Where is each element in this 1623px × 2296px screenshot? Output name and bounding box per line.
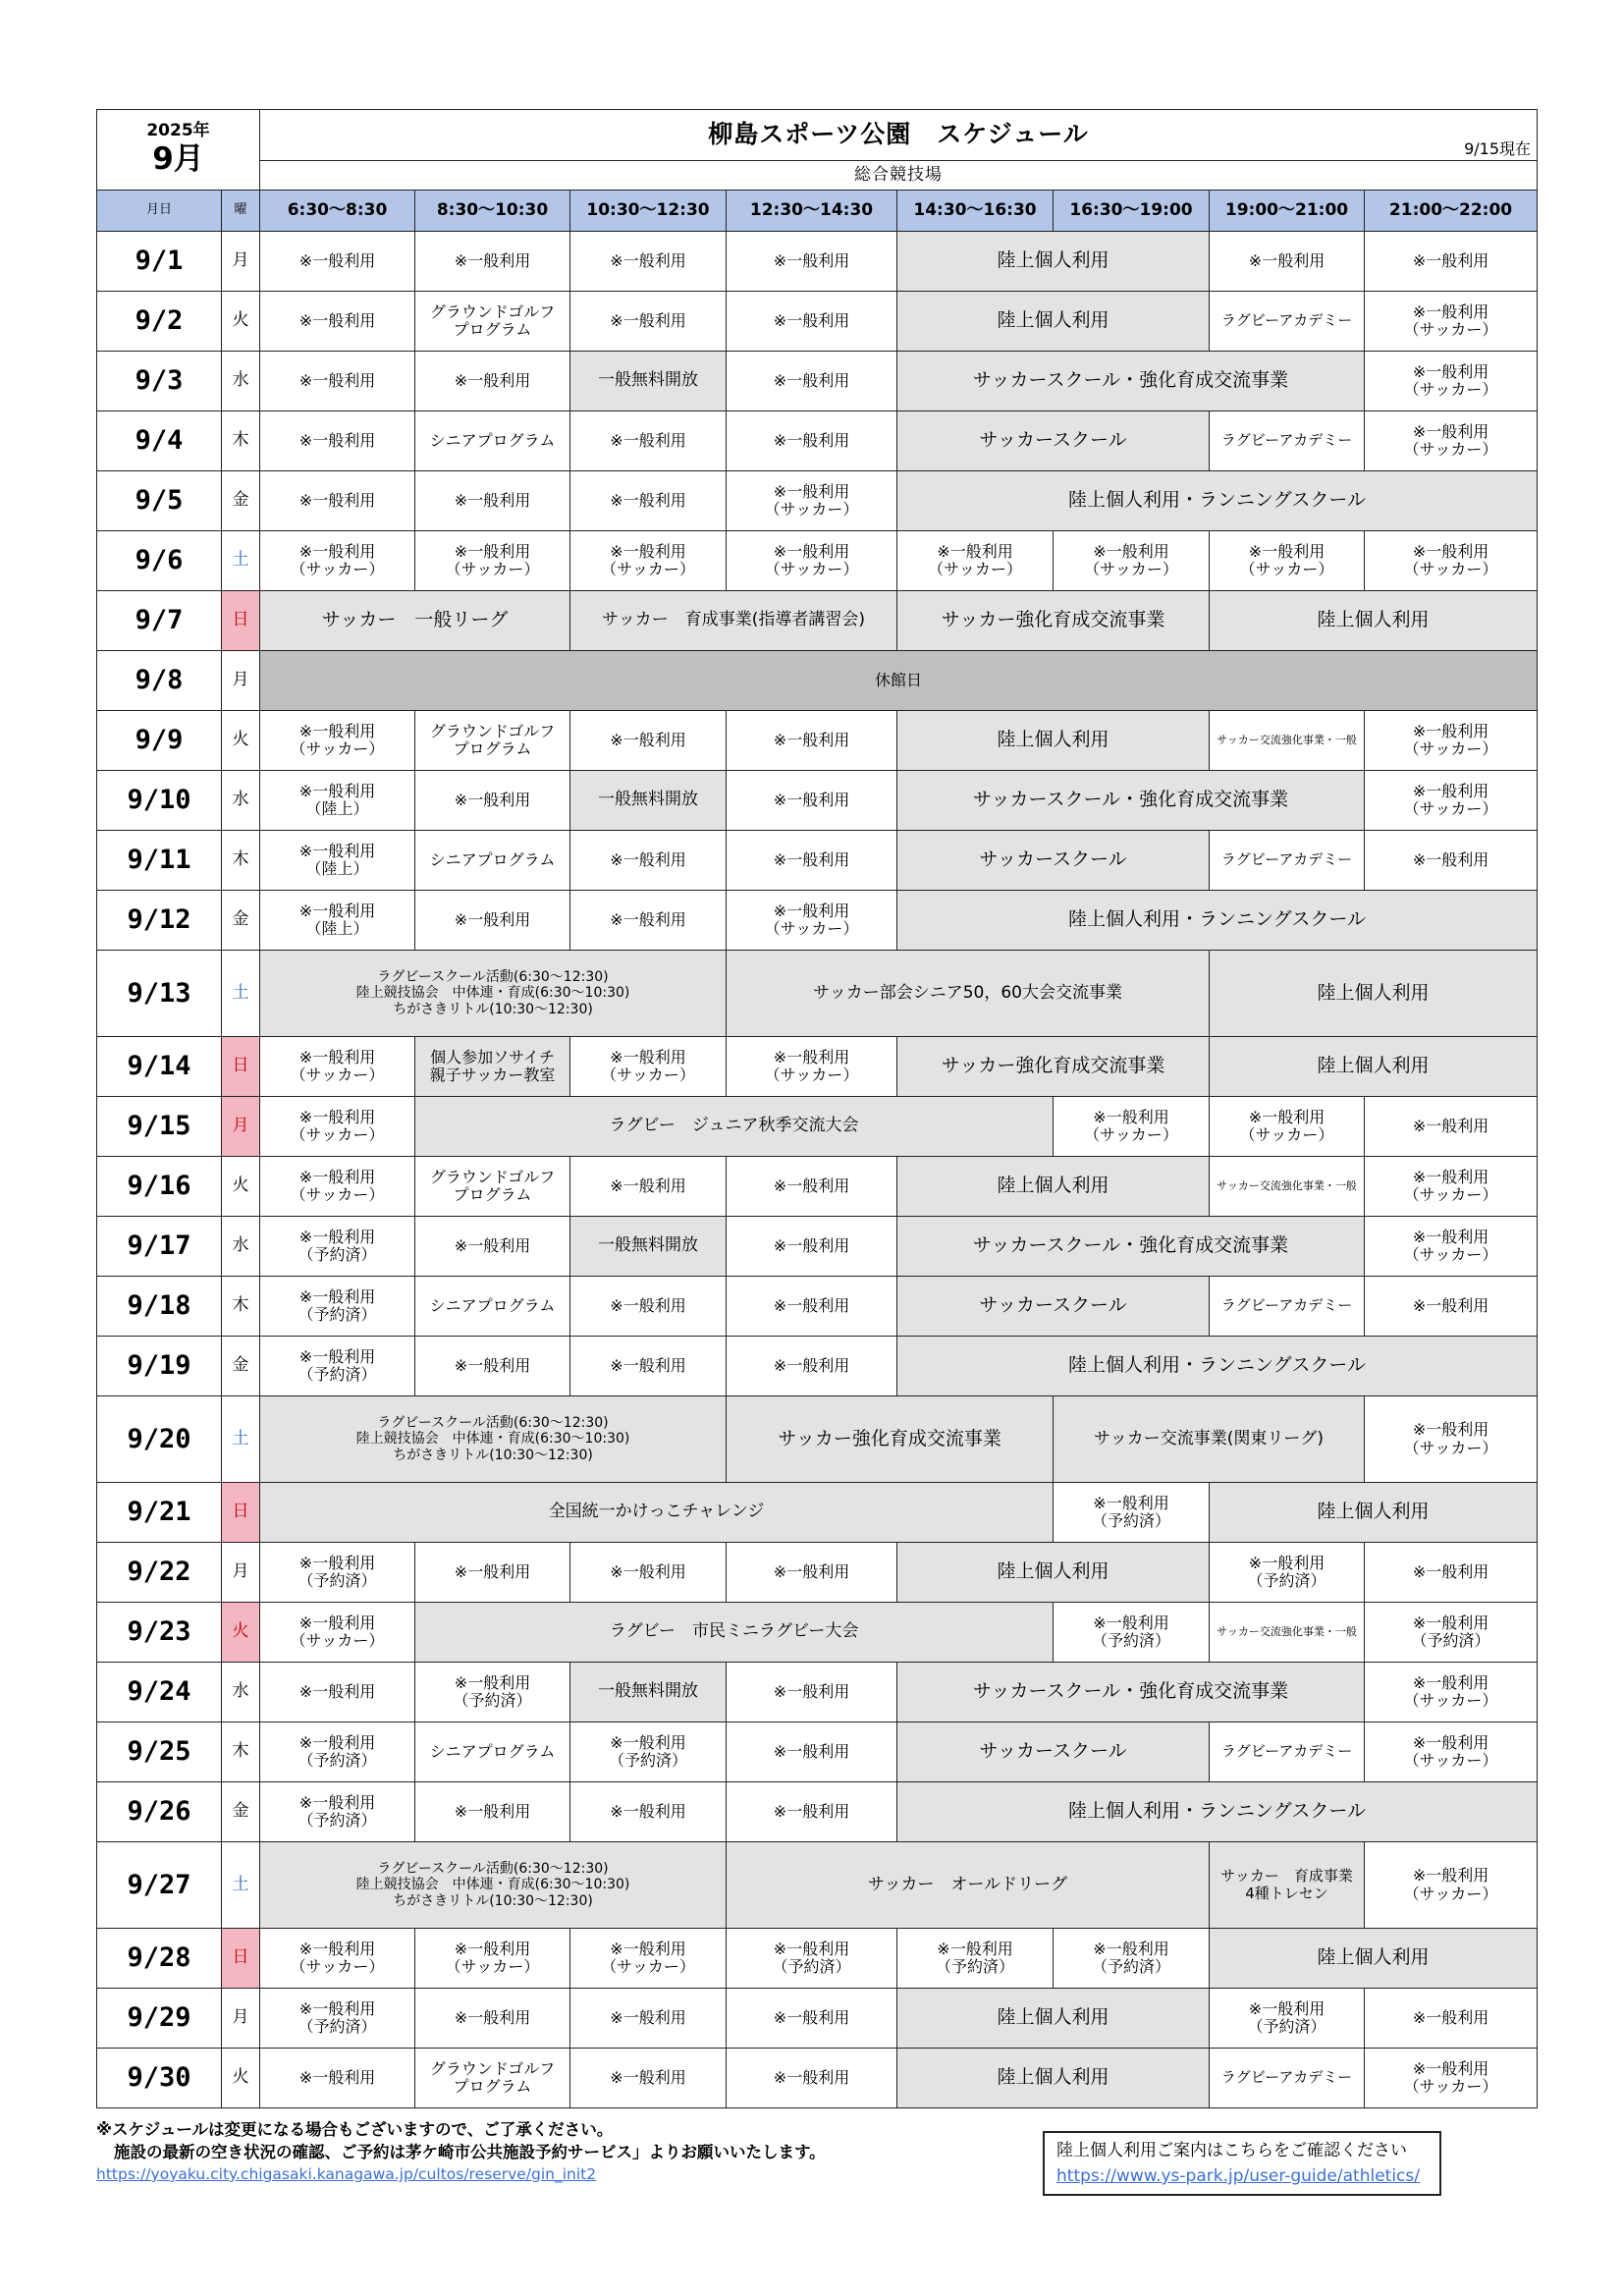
schedule-cell: ※一般利用 — [570, 471, 727, 531]
schedule-cell: ※一般利用 （予約済） — [260, 1543, 415, 1603]
schedule-cell: サッカースクール — [897, 831, 1210, 891]
schedule-cell: シニアプログラム — [415, 1722, 570, 1782]
athletics-info-link[interactable]: https://www.ys-park.jp/user-guide/athletics/ — [1056, 2166, 1420, 2186]
schedule-row — [97, 591, 1538, 651]
row-day-of-week: 火 — [222, 292, 260, 352]
schedule-cell: ※一般利用 （サッカー） — [727, 891, 897, 951]
row-day-of-week: 日 — [222, 1929, 260, 1989]
schedule-cell: ※一般利用 （予約済） — [260, 1217, 415, 1277]
schedule-row — [97, 1483, 1538, 1543]
schedule-cell: ラグビーアカデミー — [1210, 292, 1365, 352]
schedule-cell: サッカー交流強化事業・一般 — [1210, 1157, 1365, 1217]
schedule-cell: ※一般利用 — [415, 471, 570, 531]
row-date: 9/5 — [97, 471, 222, 531]
schedule-cell: ※一般利用 — [570, 292, 727, 352]
schedule-cell: ※一般利用 （サッカー） — [727, 471, 897, 531]
schedule-cell: ※一般利用 （サッカー） — [1210, 1097, 1365, 1157]
schedule-cell: ※一般利用 （サッカー） — [1054, 531, 1210, 591]
schedule-cell: ※一般利用 （予約済） — [260, 1337, 415, 1396]
schedule-cell: サッカー 育成事業(指導者講習会) — [570, 591, 897, 651]
row-day-of-week: 木 — [222, 831, 260, 891]
schedule-row — [97, 651, 1538, 711]
schedule-cell: ※一般利用 — [570, 2049, 727, 2108]
schedule-cell: ※一般利用 — [727, 1722, 897, 1782]
schedule-cell: ※一般利用 — [260, 1663, 415, 1722]
schedule-cell: ※一般利用 — [727, 1277, 897, 1337]
schedule-cell: ラグビー ジュニア秋季交流大会 — [415, 1097, 1054, 1157]
row-day-of-week: 木 — [222, 1722, 260, 1782]
schedule-table — [96, 109, 1538, 2108]
schedule-row — [97, 711, 1538, 771]
schedule-cell: ※一般利用 （サッカー） — [1365, 1663, 1538, 1722]
schedule-cell: グラウンドゴルフ プログラム — [415, 1157, 570, 1217]
schedule-cell: ※一般利用 — [727, 771, 897, 831]
slot-header: 10:30～12:30 — [570, 191, 727, 232]
schedule-cell: 一般無料開放 — [570, 1663, 727, 1722]
schedule-cell: ※一般利用 （サッカー） — [727, 531, 897, 591]
row-day-of-week: 日 — [222, 1037, 260, 1097]
schedule-cell: ※一般利用 — [727, 1543, 897, 1603]
schedule-cell: ※一般利用 — [570, 1277, 727, 1337]
schedule-cell: サッカー オールドリーグ — [727, 1842, 1210, 1929]
schedule-cell: ※一般利用 — [415, 232, 570, 292]
schedule-cell: ※一般利用 — [727, 2049, 897, 2108]
row-day-of-week: 水 — [222, 1663, 260, 1722]
row-date: 9/7 — [97, 591, 222, 651]
schedule-cell: 陸上個人利用 — [897, 232, 1210, 292]
schedule-row — [97, 411, 1538, 471]
schedule-cell: 全国統一かけっこチャレンジ — [260, 1483, 1054, 1543]
schedule-cell: ※一般利用 — [727, 1989, 897, 2049]
athletics-info-text: 陸上個人利用ご案内はこちらをご確認ください — [1056, 2141, 1407, 2160]
schedule-cell: ※一般利用 — [727, 1663, 897, 1722]
schedule-cell: 陸上個人利用・ランニングスクール — [897, 891, 1538, 951]
schedule-cell: ※一般利用 （サッカー） — [260, 1037, 415, 1097]
schedule-cell: ※一般利用 （サッカー） — [1365, 531, 1538, 591]
row-day-of-week: 木 — [222, 411, 260, 471]
row-date: 9/4 — [97, 411, 222, 471]
schedule-cell: サッカースクール・強化育成交流事業 — [897, 352, 1365, 411]
schedule-cell: ラグビーアカデミー — [1210, 1722, 1365, 1782]
schedule-cell: ※一般利用 （予約済） — [260, 1989, 415, 2049]
year-month-cell — [97, 110, 260, 191]
schedule-cell: ※一般利用 （予約済） — [415, 1663, 570, 1722]
schedule-cell: ※一般利用 （サッカー） — [260, 1157, 415, 1217]
schedule-cell: ※一般利用 — [727, 292, 897, 352]
column-header-row — [97, 191, 1538, 232]
schedule-cell: ※一般利用 — [570, 831, 727, 891]
schedule-cell: ※一般利用 — [570, 1543, 727, 1603]
schedule-cell: ※一般利用 — [727, 411, 897, 471]
schedule-cell: ※一般利用 — [260, 292, 415, 352]
schedule-cell: ※一般利用 （予約済） — [1054, 1483, 1210, 1543]
row-day-of-week: 月 — [222, 1989, 260, 2049]
schedule-cell: サッカー強化育成交流事業 — [727, 1396, 1054, 1483]
row-day-of-week: 火 — [222, 711, 260, 771]
schedule-row — [97, 1396, 1538, 1483]
schedule-cell: ※一般利用 （サッカー） — [260, 1097, 415, 1157]
schedule-cell: ※一般利用 — [727, 232, 897, 292]
schedule-cell: 陸上個人利用 — [1210, 1037, 1538, 1097]
change-notice: ※スケジュールは変更になる場合もございますので、ご了承ください。 — [96, 2120, 614, 2139]
schedule-cell: ※一般利用 （サッカー） — [415, 1929, 570, 1989]
schedule-row — [97, 352, 1538, 411]
row-date: 9/28 — [97, 1929, 222, 1989]
schedule-cell: ※一般利用 — [727, 711, 897, 771]
schedule-cell: ※一般利用 — [260, 352, 415, 411]
schedule-cell: サッカースクール — [897, 411, 1210, 471]
schedule-cell: サッカースクール — [897, 1722, 1210, 1782]
schedule-cell: ※一般利用 （サッカー） — [260, 1929, 415, 1989]
row-date: 9/25 — [97, 1722, 222, 1782]
schedule-row — [97, 1842, 1538, 1929]
schedule-cell: ※一般利用 （サッカー） — [1365, 1396, 1538, 1483]
schedule-cell: 個人参加ソサイチ 親子サッカー教室 — [415, 1037, 570, 1097]
schedule-cell: グラウンドゴルフ プログラム — [415, 292, 570, 352]
schedule-cell: ※一般利用 （サッカー） — [1365, 711, 1538, 771]
schedule-cell: 陸上個人利用・ランニングスクール — [897, 471, 1538, 531]
schedule-cell: ラグビー 市民ミニラグビー大会 — [415, 1603, 1054, 1663]
schedule-cell: ※一般利用 （サッカー） — [727, 1037, 897, 1097]
row-date: 9/3 — [97, 352, 222, 411]
schedule-row — [97, 471, 1538, 531]
row-day-of-week: 金 — [222, 891, 260, 951]
schedule-cell: ※一般利用 — [570, 1782, 727, 1842]
schedule-row — [97, 292, 1538, 352]
row-date: 9/6 — [97, 531, 222, 591]
schedule-cell: ※一般利用 （予約済） — [570, 1722, 727, 1782]
schedule-cell: サッカー交流強化事業・一般 — [1210, 711, 1365, 771]
slot-header: 16:30～19:00 — [1054, 191, 1210, 232]
row-date: 9/24 — [97, 1663, 222, 1722]
schedule-cell: ※一般利用 （サッカー） — [897, 531, 1054, 591]
schedule-row — [97, 891, 1538, 951]
schedule-cell: サッカー交流事業(関東リーグ) — [1054, 1396, 1365, 1483]
schedule-cell: ラグビーアカデミー — [1210, 411, 1365, 471]
row-date: 9/1 — [97, 232, 222, 292]
row-date: 9/29 — [97, 1989, 222, 2049]
row-day-of-week: 日 — [222, 1483, 260, 1543]
schedule-cell: サッカー部会シニア50，60大会交流事業 — [727, 951, 1210, 1037]
schedule-cell: ※一般利用 （予約済） — [1054, 1603, 1210, 1663]
closed-day-cell: 休館日 — [260, 651, 1538, 711]
row-day-of-week: 水 — [222, 352, 260, 411]
row-day-of-week: 土 — [222, 531, 260, 591]
schedule-cell: ※一般利用 （予約済） — [1210, 1543, 1365, 1603]
row-day-of-week: 水 — [222, 771, 260, 831]
schedule-cell: 陸上個人利用 — [897, 1543, 1210, 1603]
schedule-cell: ラグビースクール活動(6:30～12:30) 陸上競技協会 中体連・育成(6:30～10:30) ちがさきリトル(10:30～12:30) — [260, 1396, 727, 1483]
schedule-cell: ※一般利用 （サッカー） — [1054, 1097, 1210, 1157]
slot-header: 12:30～14:30 — [727, 191, 897, 232]
schedule-row — [97, 1277, 1538, 1337]
row-date: 9/16 — [97, 1157, 222, 1217]
venue-label: 総合競技場 — [260, 161, 1538, 191]
schedule-row — [97, 1929, 1538, 1989]
schedule-cell: ※一般利用 （サッカー） — [260, 531, 415, 591]
schedule-cell: ※一般利用 — [570, 232, 727, 292]
reservation-link[interactable]: https://yoyaku.city.chigasaki.kanagawa.jp/cultos/reserve/gin_init2 — [96, 2165, 597, 2183]
schedule-cell: 陸上個人利用 — [897, 1989, 1210, 2049]
schedule-cell: サッカー 育成事業 4種トレセン — [1210, 1842, 1365, 1929]
schedule-cell: 一般無料開放 — [570, 352, 727, 411]
athletics-info-box — [1043, 2131, 1441, 2196]
schedule-cell: 一般無料開放 — [570, 1217, 727, 1277]
row-day-of-week: 火 — [222, 2049, 260, 2108]
row-date: 9/19 — [97, 1337, 222, 1396]
schedule-cell: ※一般利用 — [415, 1337, 570, 1396]
schedule-cell: シニアプログラム — [415, 831, 570, 891]
row-day-of-week: 金 — [222, 1337, 260, 1396]
row-day-of-week: 金 — [222, 471, 260, 531]
schedule-row — [97, 1603, 1538, 1663]
schedule-row — [97, 1157, 1538, 1217]
schedule-cell: ※一般利用 — [260, 471, 415, 531]
schedule-cell: ※一般利用 （陸上） — [260, 831, 415, 891]
schedule-cell: ※一般利用 （サッカー） — [260, 1603, 415, 1663]
schedule-cell: ラグビーアカデミー — [1210, 1277, 1365, 1337]
schedule-cell: ※一般利用 （サッカー） — [1365, 352, 1538, 411]
schedule-cell: ※一般利用 （サッカー） — [1365, 1157, 1538, 1217]
schedule-cell: ※一般利用 — [727, 831, 897, 891]
schedule-cell: 陸上個人利用 — [1210, 1483, 1538, 1543]
schedule-cell: ※一般利用 （サッカー） — [1365, 1217, 1538, 1277]
schedule-row — [97, 2049, 1538, 2108]
schedule-cell: 陸上個人利用・ランニングスクール — [897, 1337, 1538, 1396]
schedule-row — [97, 951, 1538, 1037]
schedule-cell: ※一般利用 （サッカー） — [1365, 1722, 1538, 1782]
schedule-cell: ※一般利用 — [260, 2049, 415, 2108]
row-day-of-week: 月 — [222, 1097, 260, 1157]
month-label: 9月 — [152, 141, 204, 178]
schedule-cell: ※一般利用 （予約済） — [260, 1277, 415, 1337]
row-date: 9/26 — [97, 1782, 222, 1842]
schedule-cell: ※一般利用 — [415, 1989, 570, 2049]
title-cell — [260, 110, 1538, 161]
schedule-cell: 陸上個人利用 — [897, 1157, 1210, 1217]
schedule-cell: ラグビーアカデミー — [1210, 2049, 1365, 2108]
row-date: 9/21 — [97, 1483, 222, 1543]
row-date: 9/9 — [97, 711, 222, 771]
schedule-cell: ※一般利用 — [570, 1157, 727, 1217]
schedule-row — [97, 831, 1538, 891]
schedule-cell: 陸上個人利用 — [1210, 1929, 1538, 1989]
schedule-cell: ※一般利用 — [570, 411, 727, 471]
row-day-of-week: 金 — [222, 1782, 260, 1842]
schedule-cell: サッカースクール・強化育成交流事業 — [897, 1217, 1365, 1277]
as-of-date: 9/15現在 — [1464, 138, 1532, 158]
schedule-cell: 陸上個人利用 — [897, 711, 1210, 771]
schedule-cell: ※一般利用 — [1210, 232, 1365, 292]
schedule-cell: ※一般利用 （予約済） — [1054, 1929, 1210, 1989]
schedule-cell: ※一般利用 （サッカー） — [1365, 771, 1538, 831]
row-day-of-week: 水 — [222, 1217, 260, 1277]
schedule-cell: 陸上個人利用・ランニングスクール — [897, 1782, 1538, 1842]
schedule-cell: ※一般利用 （サッカー） — [570, 1929, 727, 1989]
schedule-cell: ※一般利用 — [1365, 1543, 1538, 1603]
schedule-cell: ※一般利用 （サッカー） — [570, 531, 727, 591]
schedule-cell: サッカースクール・強化育成交流事業 — [897, 771, 1365, 831]
schedule-row — [97, 1097, 1538, 1157]
slot-header: 6:30～8:30 — [260, 191, 415, 232]
schedule-cell: サッカースクール — [897, 1277, 1210, 1337]
slot-header: 19:00～21:00 — [1210, 191, 1365, 232]
schedule-cell: サッカー交流強化事業・一般 — [1210, 1603, 1365, 1663]
schedule-cell: ※一般利用 （予約済） — [897, 1929, 1054, 1989]
schedule-row — [97, 1989, 1538, 2049]
schedule-row — [97, 1663, 1538, 1722]
row-date: 9/12 — [97, 891, 222, 951]
schedule-cell: ※一般利用 — [727, 1217, 897, 1277]
schedule-cell: ラグビーアカデミー — [1210, 831, 1365, 891]
row-date: 9/17 — [97, 1217, 222, 1277]
schedule-row — [97, 771, 1538, 831]
schedule-cell: ※一般利用 — [1365, 831, 1538, 891]
schedule-cell: ※一般利用 — [727, 1782, 897, 1842]
row-day-of-week: 月 — [222, 232, 260, 292]
row-day-of-week: 土 — [222, 1396, 260, 1483]
schedule-cell: ※一般利用 — [1365, 1277, 1538, 1337]
schedule-cell: ※一般利用 （陸上） — [260, 891, 415, 951]
schedule-cell: サッカー 一般リーグ — [260, 591, 570, 651]
schedule-sheet — [96, 109, 1537, 2108]
schedule-cell: 一般無料開放 — [570, 771, 727, 831]
row-day-of-week: 火 — [222, 1603, 260, 1663]
schedule-cell: ※一般利用 — [415, 771, 570, 831]
schedule-cell: ※一般利用 （予約済） — [260, 1782, 415, 1842]
schedule-row — [97, 1037, 1538, 1097]
schedule-cell: ※一般利用 — [415, 352, 570, 411]
row-day-of-week: 木 — [222, 1277, 260, 1337]
year-label: 2025年 — [146, 120, 210, 140]
row-date: 9/13 — [97, 951, 222, 1037]
schedule-cell: ※一般利用 — [415, 1782, 570, 1842]
schedule-cell: シニアプログラム — [415, 1277, 570, 1337]
row-date: 9/14 — [97, 1037, 222, 1097]
row-day-of-week: 火 — [222, 1157, 260, 1217]
col-date-header: 月日 — [97, 191, 222, 232]
row-day-of-week: 日 — [222, 591, 260, 651]
row-date: 9/8 — [97, 651, 222, 711]
schedule-row — [97, 1543, 1538, 1603]
schedule-cell: ※一般利用 （サッカー） — [1365, 2049, 1538, 2108]
row-day-of-week: 月 — [222, 1543, 260, 1603]
slot-header: 21:00～22:00 — [1365, 191, 1538, 232]
schedule-cell: ※一般利用 — [570, 1989, 727, 2049]
schedule-cell: ※一般利用 — [570, 711, 727, 771]
row-date: 9/23 — [97, 1603, 222, 1663]
schedule-row — [97, 1217, 1538, 1277]
row-day-of-week: 土 — [222, 951, 260, 1037]
schedule-cell: ※一般利用 — [727, 352, 897, 411]
schedule-cell: ラグビースクール活動(6:30～12:30) 陸上競技協会 中体連・育成(6:30～10:30) ちがさきリトル(10:30～12:30) — [260, 951, 727, 1037]
schedule-cell: ※一般利用 （サッカー） — [570, 1037, 727, 1097]
schedule-cell: ※一般利用 — [415, 1217, 570, 1277]
schedule-row — [97, 1337, 1538, 1396]
row-day-of-week: 土 — [222, 1842, 260, 1929]
schedule-cell: ※一般利用 — [415, 891, 570, 951]
schedule-cell: ※一般利用 （サッカー） — [1365, 292, 1538, 352]
reservation-notice: 施設の最新の空き状況の確認、ご予約は茅ケ崎市公共施設予約サービス」よりお願いいたします。 — [114, 2143, 826, 2161]
slot-header: 14:30～16:30 — [897, 191, 1054, 232]
row-date: 9/27 — [97, 1842, 222, 1929]
schedule-cell: ※一般利用 — [727, 1157, 897, 1217]
schedule-cell: ※一般利用 （サッカー） — [1365, 411, 1538, 471]
schedule-cell: ラグビースクール活動(6:30～12:30) 陸上競技協会 中体連・育成(6:30～10:30) ちがさきリトル(10:30～12:30) — [260, 1842, 727, 1929]
schedule-cell: サッカー強化育成交流事業 — [897, 1037, 1210, 1097]
row-date: 9/20 — [97, 1396, 222, 1483]
footer-notes — [96, 2118, 980, 2186]
schedule-row — [97, 232, 1538, 292]
row-date: 9/2 — [97, 292, 222, 352]
row-date: 9/18 — [97, 1277, 222, 1337]
schedule-cell: グラウンドゴルフ プログラム — [415, 2049, 570, 2108]
schedule-cell: 陸上個人利用 — [897, 292, 1210, 352]
schedule-cell: ※一般利用 — [570, 1337, 727, 1396]
schedule-cell: グラウンドゴルフ プログラム — [415, 711, 570, 771]
schedule-cell: ※一般利用 — [727, 1337, 897, 1396]
schedule-cell: ※一般利用 — [415, 1543, 570, 1603]
schedule-cell: ※一般利用 （サッカー） — [1365, 1842, 1538, 1929]
schedule-row — [97, 1722, 1538, 1782]
schedule-cell: 陸上個人利用 — [1210, 951, 1538, 1037]
schedule-cell: 陸上個人利用 — [1210, 591, 1538, 651]
schedule-cell: ※一般利用 （サッカー） — [260, 711, 415, 771]
schedule-cell: 陸上個人利用 — [897, 2049, 1210, 2108]
row-date: 9/11 — [97, 831, 222, 891]
schedule-cell: ※一般利用 （予約済） — [1365, 1603, 1538, 1663]
schedule-cell: ※一般利用 （予約済） — [260, 1722, 415, 1782]
row-date: 9/10 — [97, 771, 222, 831]
schedule-cell: ※一般利用 — [570, 891, 727, 951]
schedule-cell: ※一般利用 — [1365, 1097, 1538, 1157]
schedule-cell: サッカー強化育成交流事業 — [897, 591, 1210, 651]
schedule-row — [97, 531, 1538, 591]
row-day-of-week: 月 — [222, 651, 260, 711]
schedule-cell: ※一般利用 — [260, 411, 415, 471]
page-title: 柳島スポーツ公園 スケジュール — [708, 120, 1089, 149]
schedule-cell: ※一般利用 — [1365, 232, 1538, 292]
col-dow-header: 曜 — [222, 191, 260, 232]
schedule-cell: ※一般利用 （サッカー） — [415, 531, 570, 591]
schedule-cell: ※一般利用 （陸上） — [260, 771, 415, 831]
schedule-row — [97, 1782, 1538, 1842]
slot-header: 8:30～10:30 — [415, 191, 570, 232]
row-date: 9/30 — [97, 2049, 222, 2108]
schedule-cell: シニアプログラム — [415, 411, 570, 471]
schedule-cell: ※一般利用 （予約済） — [1210, 1989, 1365, 2049]
row-date: 9/22 — [97, 1543, 222, 1603]
schedule-cell: ※一般利用 （予約済） — [727, 1929, 897, 1989]
schedule-cell: サッカースクール・強化育成交流事業 — [897, 1663, 1365, 1722]
schedule-cell: ※一般利用 — [1365, 1989, 1538, 2049]
schedule-cell: ※一般利用 （サッカー） — [1210, 531, 1365, 591]
schedule-cell: ※一般利用 — [260, 232, 415, 292]
row-date: 9/15 — [97, 1097, 222, 1157]
